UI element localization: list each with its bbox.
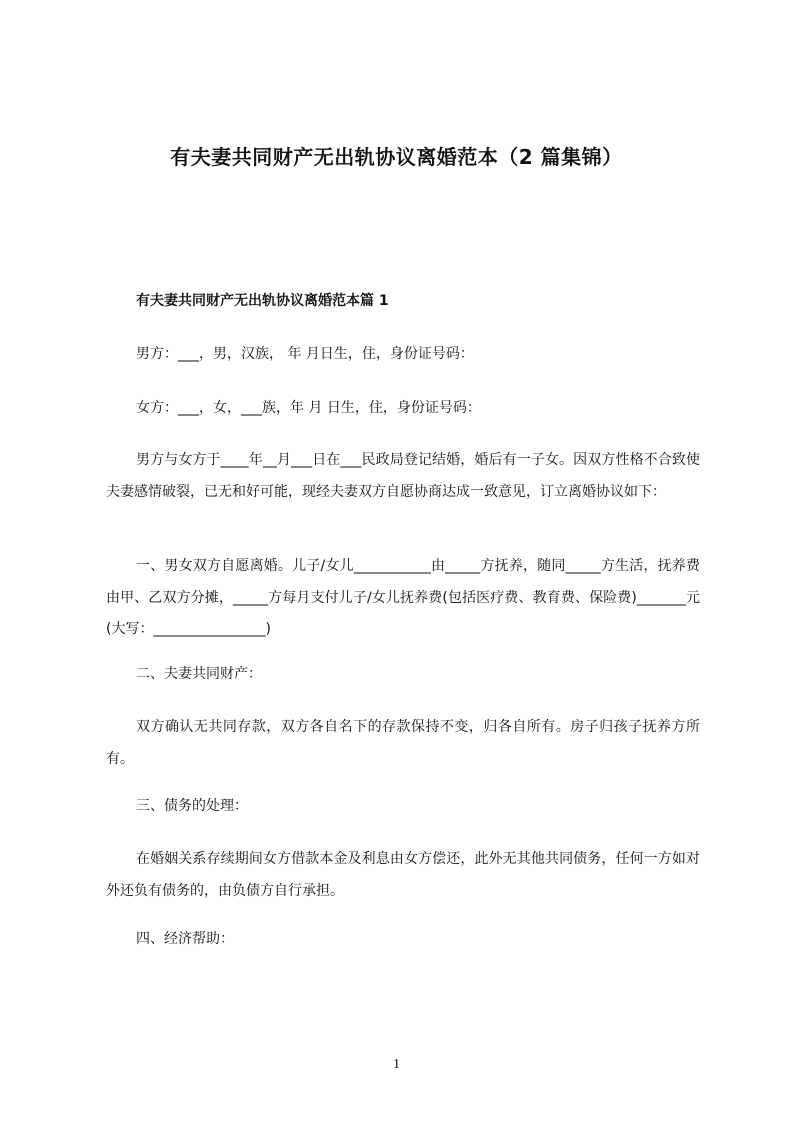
clause-3-heading: 三、债务的处理： [136, 798, 248, 814]
page-number: 1 [393, 1057, 400, 1072]
clause-2-body: 双方确认无共同存款，双方各自名下的存款保持不变，归各自所有。房子归孩子抚养方所有。 [106, 719, 700, 767]
clause-4-heading: 四、经济帮助： [136, 931, 234, 947]
clause-3-body: 在婚姻关系存续期间女方借款本金及利息由女方偿还，此外无其他共同债务，任何一方如对外还负有债务的，由负债方自行承担。 [106, 851, 700, 899]
clause-2-heading: 二、夫妻共同财产： [136, 666, 262, 682]
husband-info-line: 男方：___，男，汉族， 年 月日生，住，身份证号码： [136, 346, 474, 362]
preamble-paragraph: 男方与女方于____年__月___日在___民政局登记结婚，婚后有一子女。因双方性格不合致使夫妻感情破裂，已无和好可能，现经夫妻双方自愿协商达成一致意见，订立离婚协议如下： [106, 452, 700, 500]
wife-info-line: 女方：___，女，___族，年 月 日生，住，身份证号码： [136, 400, 481, 416]
clause-1-paragraph: 一、男女双方自愿离婚。儿子/女儿___________由_____方抚养，随同_____方生活，抚养费由甲、乙双方分摊，_____方每月支付儿子/女儿抚养费(包括医疗费、教育费、保险费)_______元(大写：________________) [106, 558, 700, 637]
section-heading: 有夫妻共同财产无出轨协议离婚范本篇 1 [136, 293, 389, 309]
document-title: 有夫妻共同财产无出轨协议离婚范本（2 篇集锦） [170, 145, 623, 169]
